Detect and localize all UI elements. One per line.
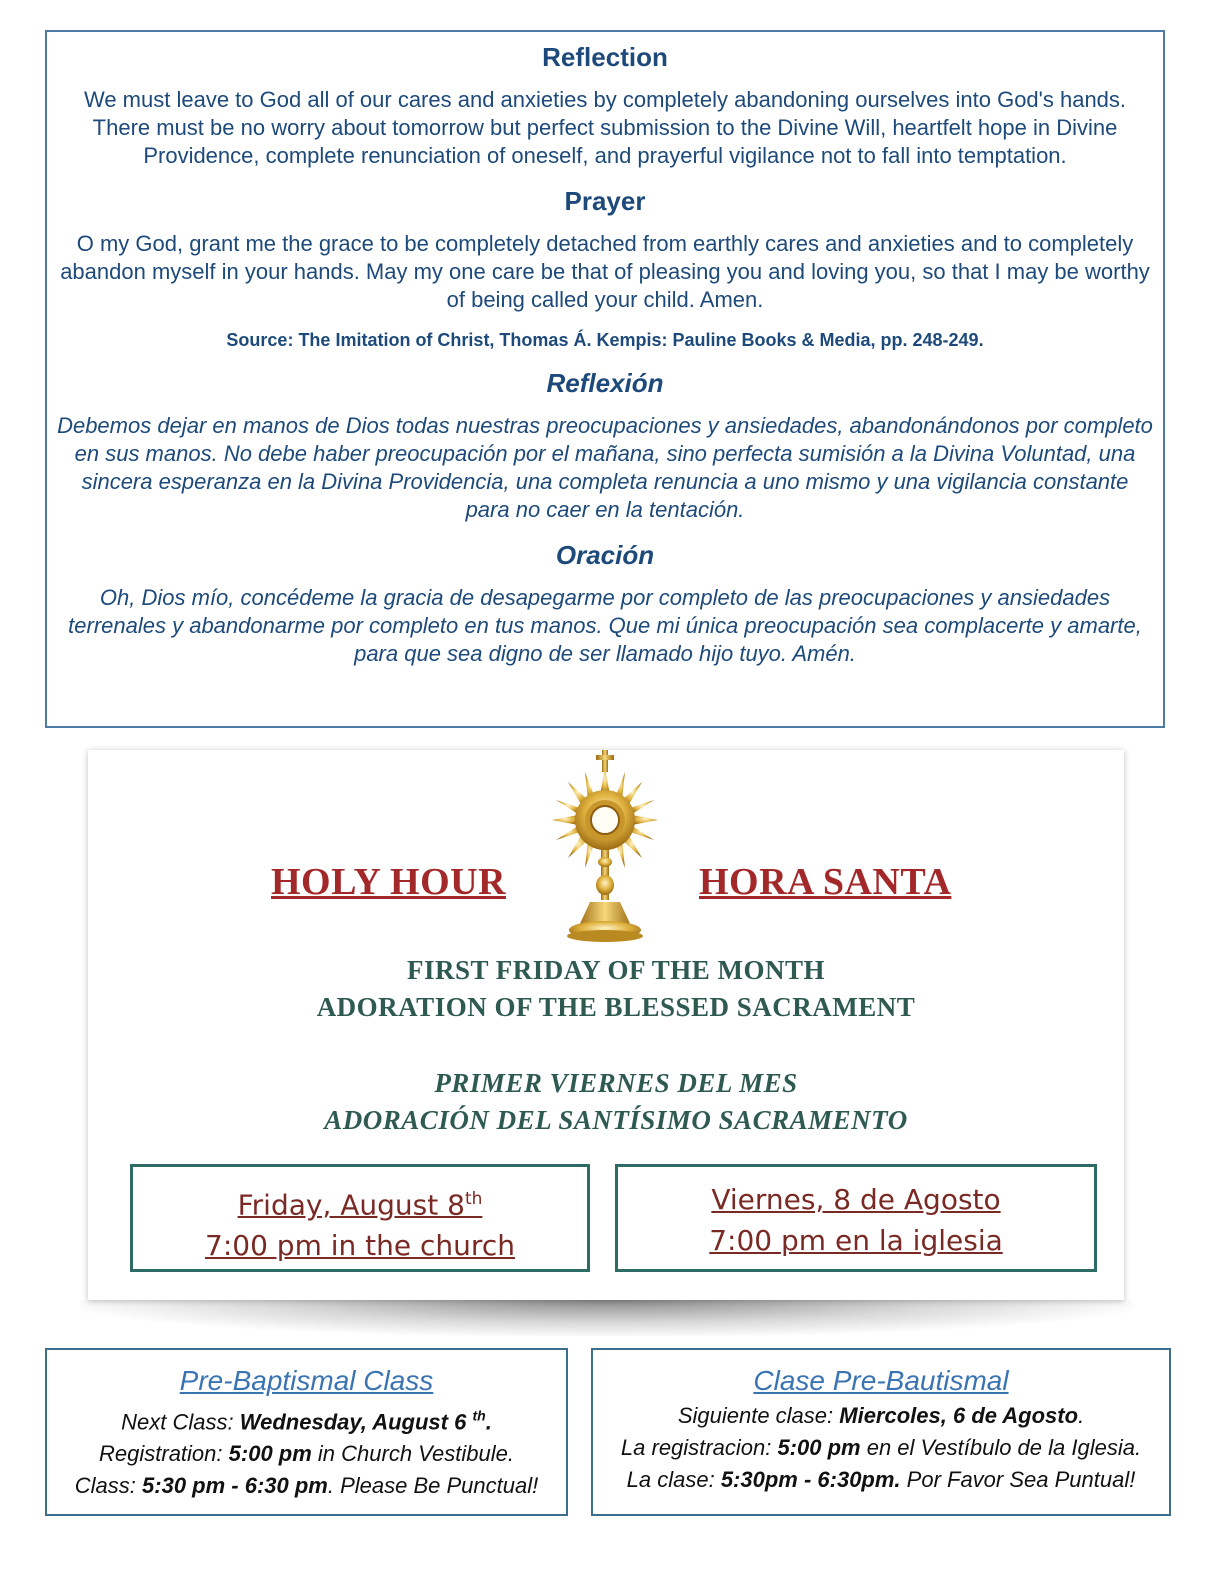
primer-viernes-line: PRIMER VIERNES DEL MES [434,1068,798,1098]
reflexion-heading: Reflexión [546,368,664,398]
oracion-heading: Oración [555,540,655,570]
siguiente-clase-line: Siguiente clase: Miercoles, 6 de Agosto. [677,1403,1085,1428]
registracion-line: La registracion: 5:00 pm en el Vestíbulo de la Iglesia. [620,1435,1142,1460]
holy-hour-card [88,750,1124,1300]
clase-time-line: La clase: 5:30pm - 6:30pm. Por Favor Sea Puntual! [626,1467,1136,1492]
first-friday-english [88,952,1144,1026]
time-spanish: 7:00 pm en la iglesia [709,1224,1003,1257]
pre-baptismal-box-spanish [591,1348,1171,1516]
pre-baptismal-box-english [45,1348,568,1516]
adoracion-line: ADORACIÓN DEL SANTÍSIMO SACRAMENTO [324,1105,908,1135]
prayer-text: O my God, grant me the grace to be completely detached from earthly cares and anxieties and to completely abandon myself in your hands. May my one care be that of pleasing you and loving you, so that I may be worthy of being called your child. Amen. [60,231,1150,312]
reflexion-text: Debemos dejar en manos de Dios todas nuestras preocupaciones y ansiedades, abandonándonos por completo en sus manos. No debe haber preocupación por el mañana, sino perfecta sumisión a la Divina Voluntad, una sincera esperanza en la Divina Providencia, una completa renuncia a uno mismo y una vigilancia constante para no caer en la tentación. [57,413,1153,522]
date-english: Friday, August 8th [237,1188,483,1222]
date-spanish: Viernes, 8 de Agosto [711,1183,1001,1216]
reflection-box [45,30,1165,728]
date-box-english [130,1164,590,1272]
oracion-text: Oh, Dios mío, concédeme la gracia de desapegarme por completo de las preocupaciones y ansiedades terrenales y abandonarme por completo en tus manos. Que mi única preocupación sea complacerte y amarte, para que sea digno de ser llamado hijo tuyo. Amén. [68,585,1142,666]
pre-baptismal-title[interactable]: Pre-Baptismal Class [179,1365,434,1396]
date-box-spanish [615,1164,1097,1272]
source-citation: Source: The Imitation of Christ, Thomas Á. Kempis: Pauline Books & Media, pp. 248-249. [226,330,984,350]
registration-line: Registration: 5:00 pm in Church Vestibule. [99,1441,514,1467]
holy-hour-title: HOLY HOUR [271,861,507,903]
hora-santa-title: HORA SANTA [699,861,952,903]
next-class-line: Next Class: Wednesday, August 6 $^{th}$. [121,1408,492,1435]
adoration-line: ADORATION OF THE BLESSED SACRAMENT [316,992,916,1022]
monstrance-icon [550,750,660,945]
reflection-text: We must leave to God all of our cares and anxieties by completely abandoning ourselves into God's hands. There must be no worry about tomorrow but perfect submission to the Divine Will, heartfelt hope in Divine Providence, complete renunciation of oneself, and prayerful vigilance not to fall into temptation. [83,87,1127,168]
prayer-heading: Prayer [564,186,646,216]
first-friday-line: FIRST FRIDAY OF THE MONTH [406,955,826,985]
class-time-line: Class: 5:30 pm - 6:30 pm. Please Be Punctual! [74,1473,539,1499]
card-shadow [80,1300,1132,1336]
first-friday-spanish [88,1065,1144,1139]
time-english: 7:00 pm in the church [205,1229,515,1263]
reflection-heading: Reflection [542,42,668,72]
clase-pre-bautismal-title[interactable]: Clase Pre-Bautismal [753,1365,1009,1396]
